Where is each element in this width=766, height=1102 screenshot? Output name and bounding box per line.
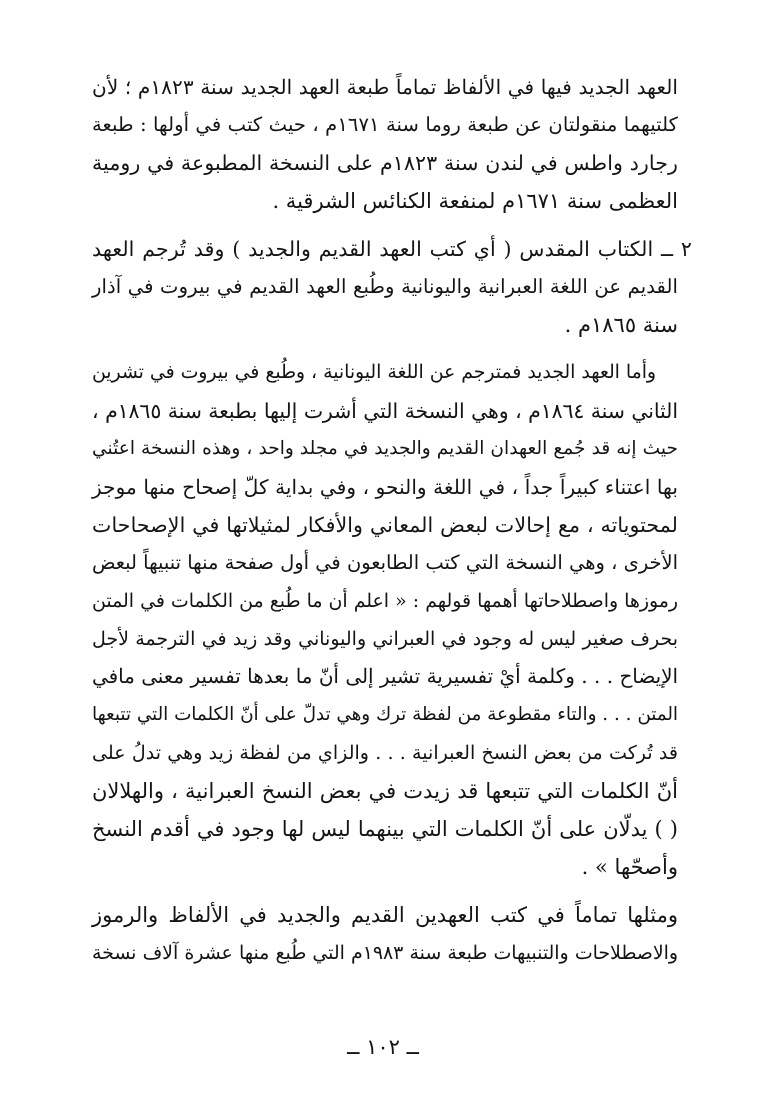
text-line: وأما العهد الجديد فمترجم عن اللغة اليونانية ، وطُبع في بيروت في تشرين xyxy=(92,362,656,383)
paragraph-3 xyxy=(92,354,678,886)
text-line: ( ) يدلّان على أنّ الكلمات التي بينهما ليس لها وجود في أقدم النسخ xyxy=(92,817,678,841)
page-number: ــ ١٠٢ ــ xyxy=(347,1035,419,1059)
text-line: العظمى سنة ١٦٧١م لمنفعة الكنائس الشرقية . xyxy=(272,189,678,213)
text-line: وأصحّها » . xyxy=(581,855,678,879)
text-line: ومثلها تماماً في كتب العهدين القديم والجديد في الألفاظ والرموز xyxy=(92,903,678,927)
text-line: كلتيهما منقولتان عن طبعة روما سنة ١٦٧١م ، حيث كتب في أولها : طبعة xyxy=(92,113,678,136)
paragraph-4 xyxy=(92,896,678,972)
numbered-item-2 xyxy=(92,230,692,344)
text-line: الإيضاح . . . وكلمة أيْ تفسيرية تشير إلى أنّ ما بعدها تفسير معنى مافي xyxy=(92,665,678,688)
paragraph-1 xyxy=(92,68,678,220)
text-line: رموزها واصطلاحاتها أهمها قولهم : « اعلم أن ما طُبع من الكلمات في المتن xyxy=(92,590,678,612)
text-line: والاصطلاحات والتنبيهات طبعة سنة ١٩٨٣م التي طُبع منها عشرة آلاف نسخة xyxy=(92,942,678,964)
text-line: بها اعتناء كبيراً جداً ، في اللغة والنحو ، وفي بداية كلّ إصحاح منها موجز xyxy=(92,475,678,499)
text-line: قد تُركت من بعض النسخ العبرانية . . . والزاي من لفظة زيد وهي تدلُ على xyxy=(92,741,678,764)
text-line: الثاني سنة ١٨٦٤م ، وهي النسخة التي أشرت إليها بطبعة سنة ١٨٦٥م ، xyxy=(92,399,678,423)
text-line: لمحتوياته ، مع إحالات لبعض المعاني والأفكار لمثيلاتها في الإصحاحات xyxy=(92,513,678,537)
text-line: المتن . . . والتاء مقطوعة من لفظة ترك وهي تدلّ على أنّ الكلمات التي تتبعها xyxy=(92,704,678,725)
text-line: بحرف صغير ليس له وجود في العبراني واليوناني وقد زيد في الترجمة لأجل xyxy=(92,628,678,650)
text-line: العهد الجديد فيها في الألفاظ تماماً طبعة العهد الجديد سنة ١٨٢٣م ؛ لأن xyxy=(92,75,678,99)
text-line: حيث إنه قد جُمع العهدان القديم والجديد في مجلد واحد ، وهذه النسخة اعتُني xyxy=(92,438,678,459)
text-line: سنة ١٨٦٥م . xyxy=(564,313,678,337)
text-line: رجارد واطس في لندن سنة ١٨٢٣م على النسخة المطبوعة في رومية xyxy=(92,151,678,175)
text-line: أنّ الكلمات التي تتبعها قد زيدت في بعض النسخ العبرانية ، والهلالان xyxy=(92,779,678,803)
text-line: ٢ ــ الكتاب المقدس ( أي كتب العهد القديم والجديد ) وقد تُرجم العهد xyxy=(92,237,692,261)
text-line: القديم عن اللغة العبرانية واليونانية وطُبع العهد القديم في بيروت في آذار xyxy=(92,275,678,298)
text-line: الأخرى ، وهي النسخة التي كتب الطابعون في أول صفحة منها تنبيهاً لبعض xyxy=(92,551,678,574)
document-page xyxy=(92,68,692,982)
